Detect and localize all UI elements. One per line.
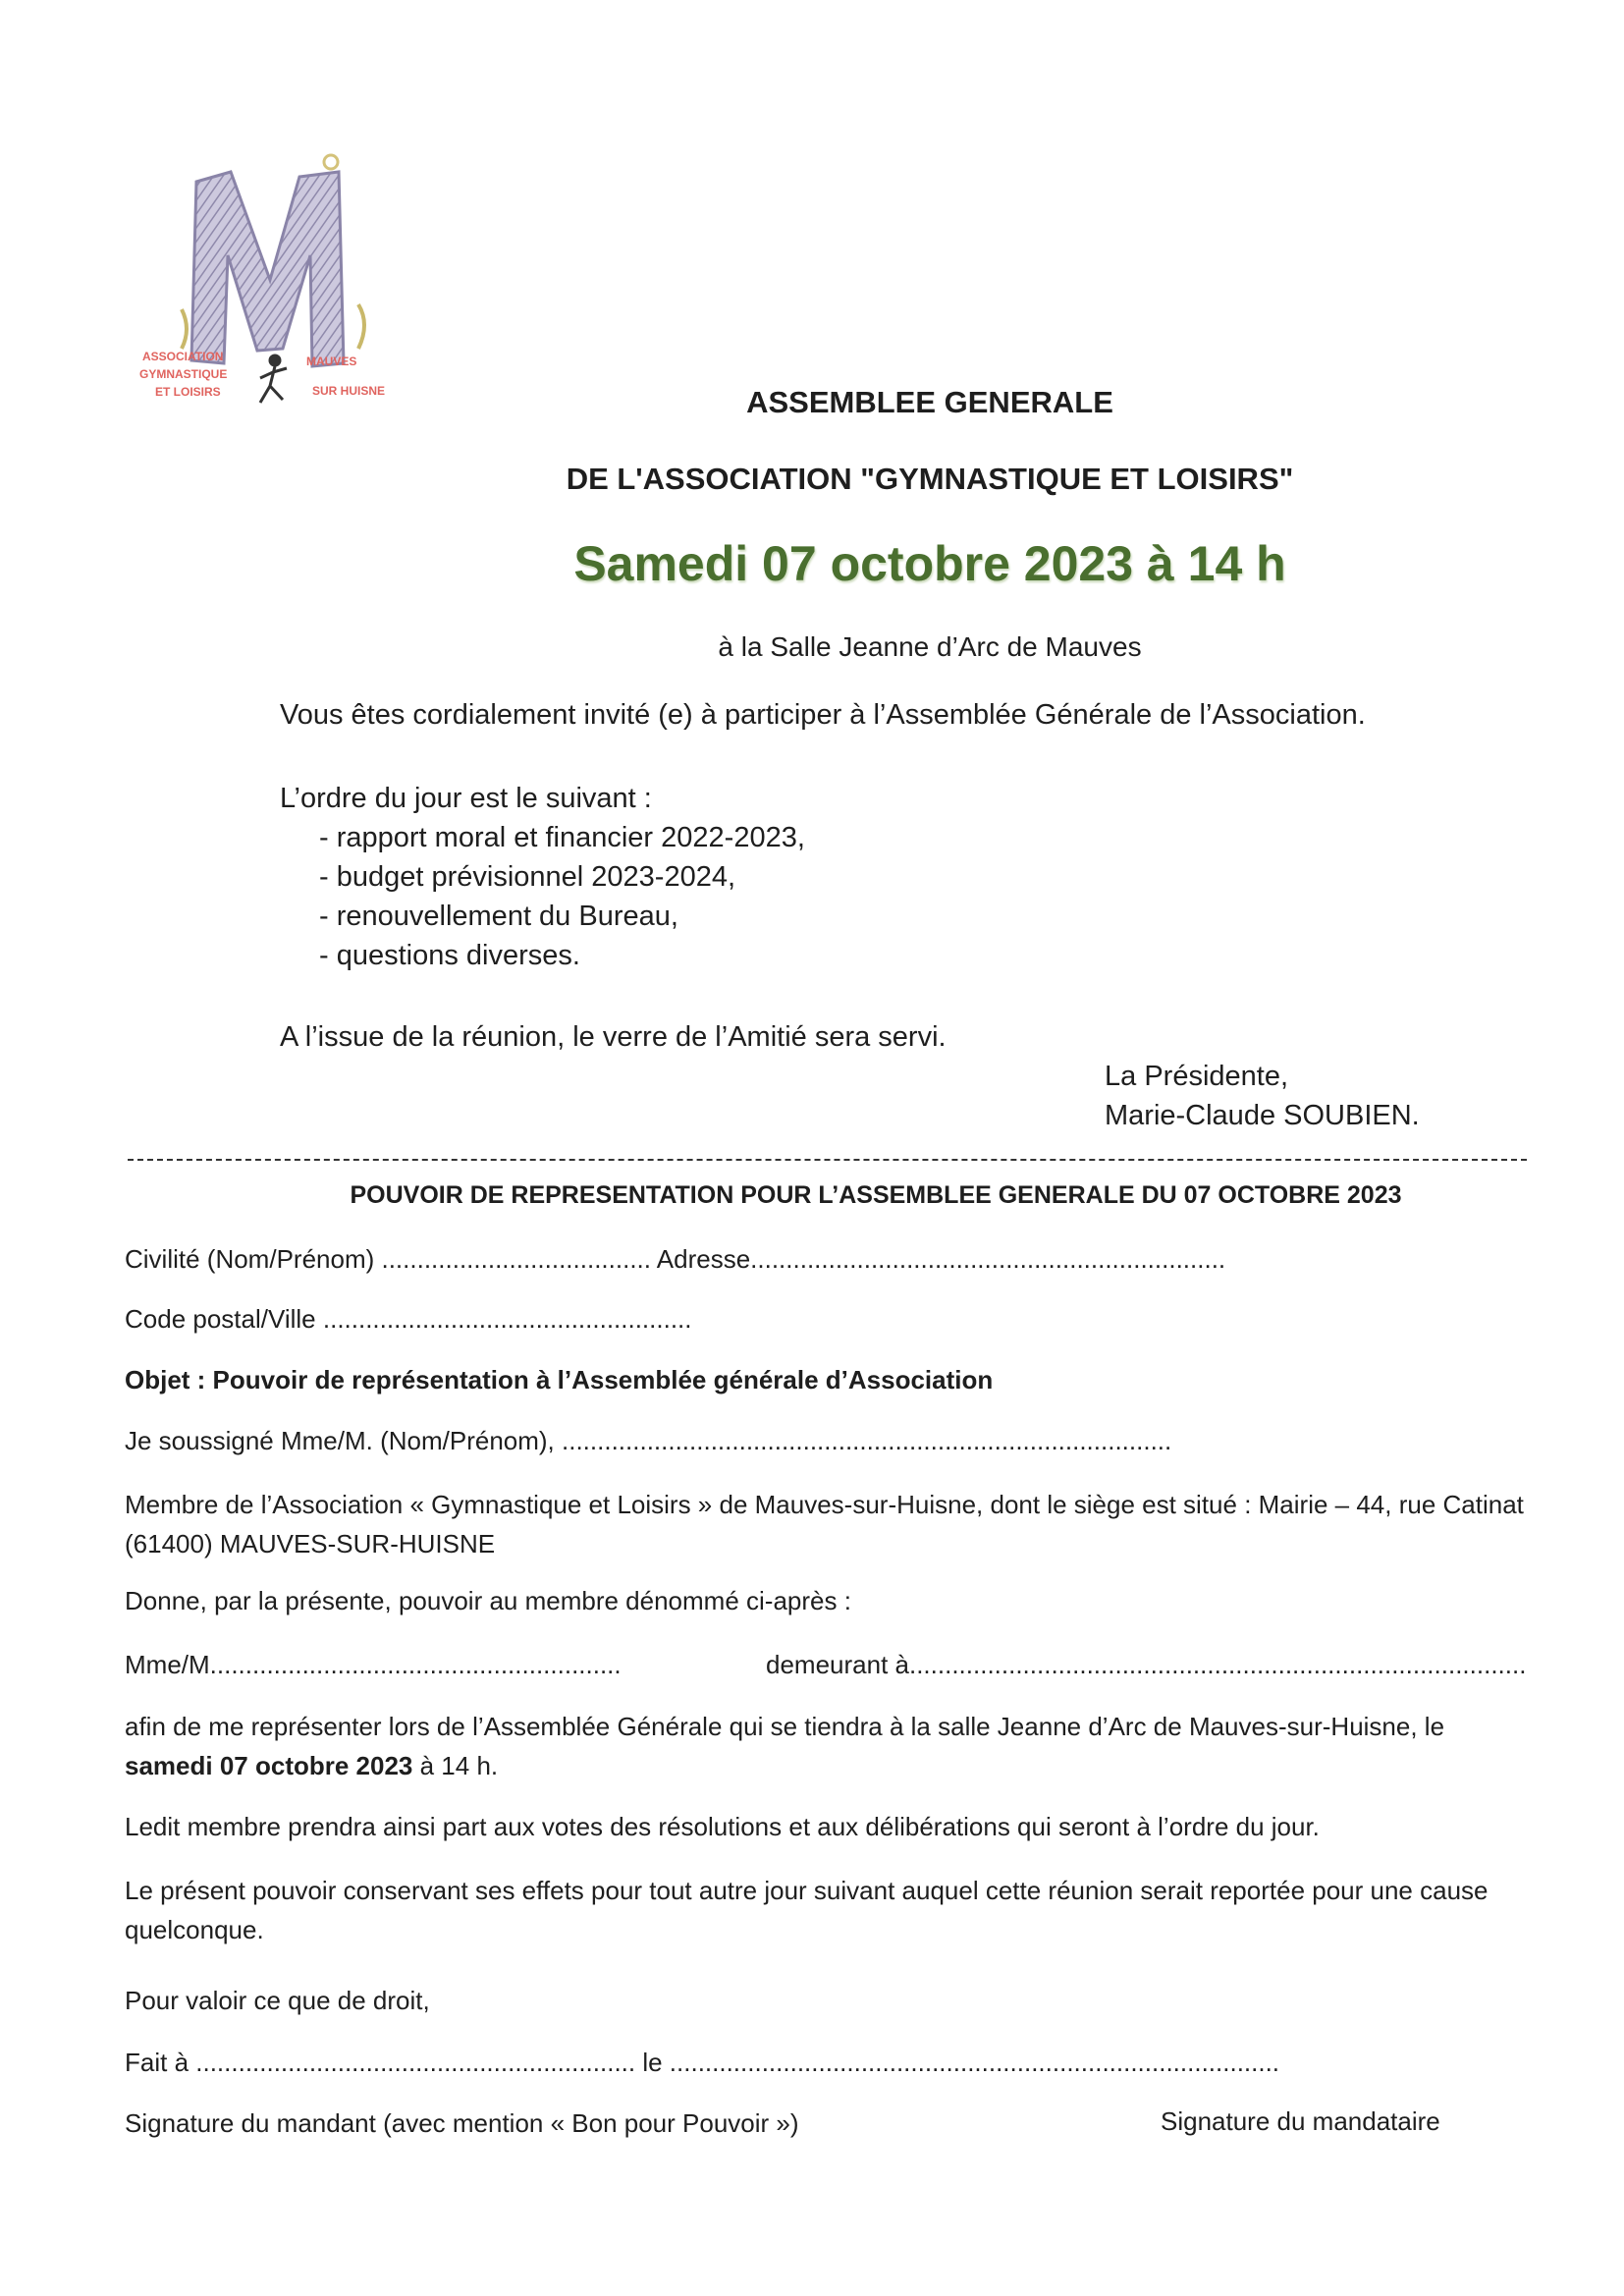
cut-line-divider: [128, 1159, 1527, 1161]
principal-signature-field[interactable]: Signature du mandant (avec mention « Bon pour Pouvoir »): [125, 2108, 799, 2138]
proxy-object: Objet : Pouvoir de représentation à l’Assemblée générale d’Association: [125, 1365, 994, 1394]
member-statement: Membre de l’Association « Gymnastique et Loisirs » de Mauves-sur-Huisne, dont le siège est situé : Mairie – 44, rue Catinat (61400) MAUVES-SUR-HUISNE: [125, 1490, 1524, 1558]
proxy-holder-signature-field[interactable]: Signature du mandataire: [1161, 2106, 1440, 2136]
representation-date: samedi 07 octobre 2023: [125, 1751, 413, 1780]
representation-statement: [125, 1707, 1524, 1785]
invitation-closing: A l’issue de la réunion, le verre de l’Amitié sera servi.: [280, 1021, 947, 1053]
meeting-date: Samedi 07 octobre 2023 à 14 h: [573, 536, 1286, 591]
agenda-item: - renouvellement du Bureau,: [319, 901, 678, 932]
proxy-member-address-field[interactable]: demeurant à.......................................................................................: [766, 1650, 1527, 1679]
invitation-intro: Vous êtes cordialement invité (e) à participer à l’Assemblée Générale de l’Association.: [280, 699, 1366, 731]
undersigned-name-field[interactable]: Je soussigné Mme/M. (Nom/Prénom), ......................................................................................: [125, 1426, 1172, 1455]
association-logo: [137, 133, 403, 417]
representation-text: afin de me représenter lors de l’Assemblée Générale qui se tiendra à la salle Jeanne d’Arc de Mauves-sur-Huisne, le: [125, 1712, 1445, 1741]
proxy-member-name-field[interactable]: Mme/M..........................................................: [125, 1650, 622, 1679]
signer-name: Marie-Claude SOUBIEN.: [1105, 1100, 1420, 1131]
title-association-name: DE L'ASSOCIATION "GYMNASTIQUE ET LOISIRS": [566, 462, 1294, 496]
voting-statement: Ledit membre prendra ainsi part aux votes des résolutions et aux délibérations qui seront à l’ordre du jour.: [125, 1812, 1320, 1841]
agenda-item: - rapport moral et financier 2022-2023,: [319, 822, 805, 853]
meeting-place: à la Salle Jeanne d’Arc de Mauves: [718, 631, 1142, 662]
logo-text-line: MAUVES: [306, 355, 357, 368]
logo-text-line: ASSOCIATION: [142, 350, 224, 363]
logo-text-line: SUR HUISNE: [312, 384, 386, 398]
signer-role: La Présidente,: [1105, 1061, 1289, 1092]
logo-text-line: ET LOISIRS: [155, 385, 221, 399]
proxy-form-title: POUVOIR DE REPRESENTATION POUR L’ASSEMBLEE GENERALE DU 07 OCTOBRE 2023: [350, 1181, 1402, 1209]
grant-statement: Donne, par la présente, pouvoir au membre dénommé ci-après :: [125, 1586, 851, 1615]
agenda-item: - budget prévisionnel 2023-2024,: [319, 861, 736, 893]
agenda-title: L’ordre du jour est le suivant :: [280, 783, 652, 814]
validity-statement: Le présent pouvoir conservant ses effets pour tout autre jour suivant auquel cette réunion serait reportée pour une cause quelconque.: [125, 1876, 1489, 1944]
logo-text-line: GYMNASTIQUE: [139, 367, 228, 381]
place-date-field[interactable]: Fait à .............................................................. le ......................................................................................: [125, 2048, 1280, 2077]
civilite-address-field[interactable]: Civilité (Nom/Prénom) ...................................... Adresse...................................................................: [125, 1244, 1226, 1274]
closing-formula: Pour valoir ce que de droit,: [125, 1986, 430, 2015]
title-assemblee-generale: ASSEMBLEE GENERALE: [746, 385, 1113, 419]
postal-code-city-field[interactable]: Code postal/Ville ....................................................: [125, 1304, 692, 1334]
agenda-item: - questions diverses.: [319, 940, 580, 971]
logo-graphic: [137, 133, 403, 417]
representation-time: à 14 h.: [412, 1751, 499, 1780]
